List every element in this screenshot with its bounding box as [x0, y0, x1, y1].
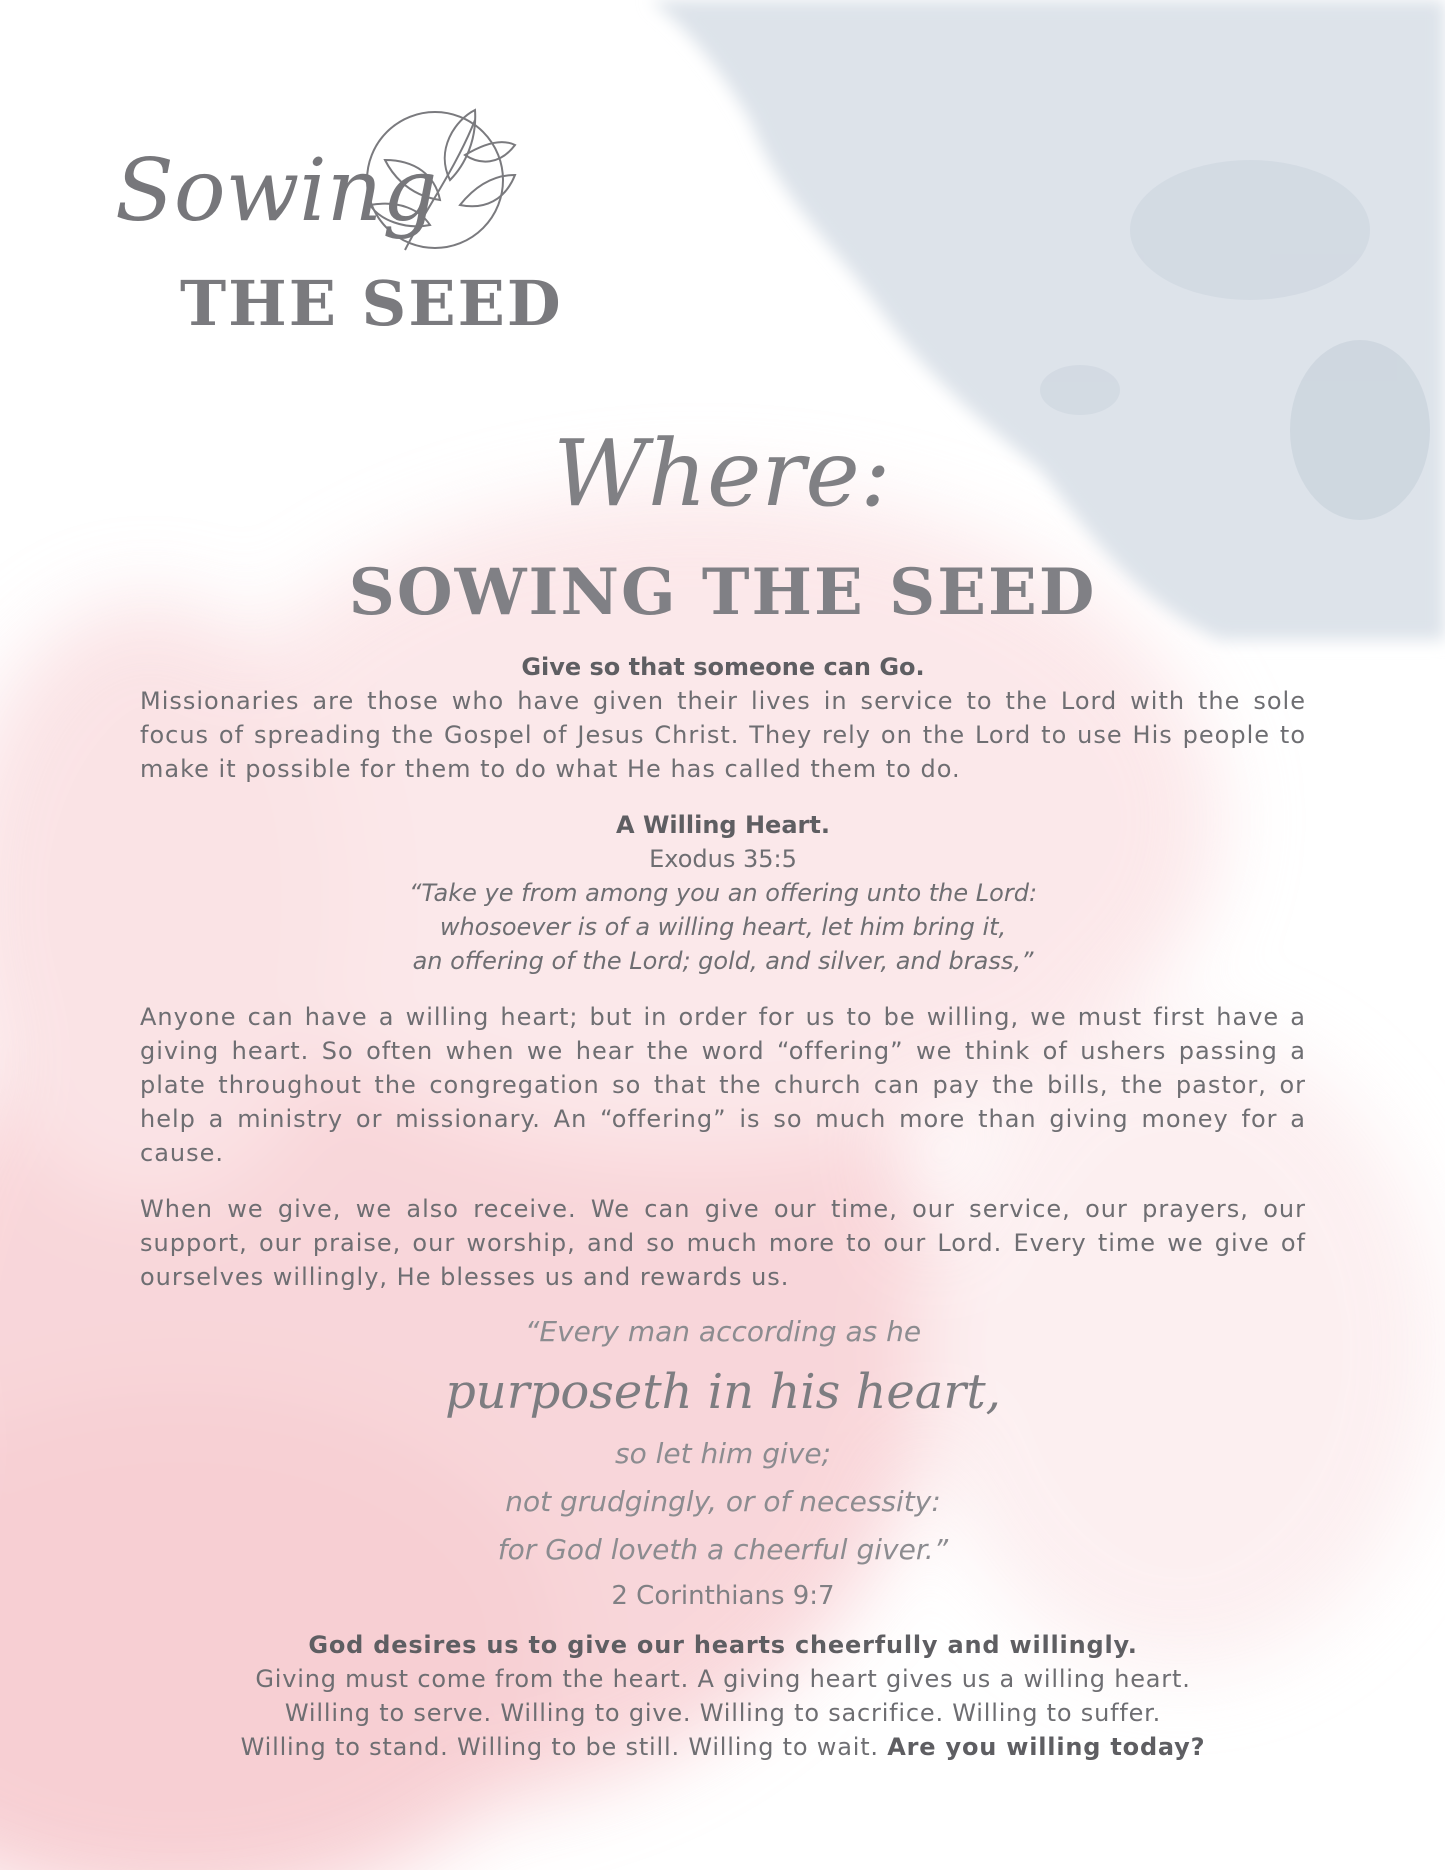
closing-section	[140, 1628, 1306, 1764]
logo-script-word: Sowing	[115, 141, 438, 241]
closing-line-3: Willing to stand. Willing to be still. Willing to wait.	[240, 1733, 879, 1761]
page-title: SOWING THE SEED	[348, 555, 1097, 630]
intro-lead: Give so that someone can Go.	[521, 653, 925, 681]
where-script-heading	[0, 395, 1445, 545]
verse-line: whosoever is of a willing heart, let him bring it,	[439, 913, 1007, 941]
quote-reference: 2 Corinthians 9:7	[611, 1581, 835, 1611]
willing-heart-title: A Willing Heart.	[616, 811, 830, 839]
quote-line-4: not grudgingly, or of necessity:	[505, 1485, 941, 1518]
where-script-word: Where:	[553, 420, 891, 527]
logo-caps-words: THE SEED	[180, 267, 563, 335]
intro-paragraph: Missionaries are those who have given their lives in service to the Lord with the sole focus of spreading the Gospel of Jesus Christ. They rely on the Lord to use His people to make it possible for them to do what He has called them to do.	[140, 687, 1306, 783]
closing-line-1: Giving must come from the heart. A giving heart gives us a willing heart.	[255, 1665, 1191, 1693]
closing-lead: God desires us to give our hearts cheerfully and willingly.	[308, 1631, 1138, 1659]
article-body	[140, 650, 1306, 1764]
closing-line-3-wrap	[140, 1730, 1306, 1764]
quote-line-5: for God loveth a cheerful giver.”	[497, 1533, 949, 1566]
quote-script-line	[140, 1356, 1306, 1426]
quote-line-1: “Every man according as he	[524, 1315, 922, 1348]
closing-question: Are you willing today?	[887, 1733, 1206, 1761]
willing-heart-reference: Exodus 35:5	[649, 845, 797, 873]
quote-script-text: purposeth in his heart,	[445, 1364, 1001, 1420]
paragraph-offering: Anyone can have a willing heart; but in order for us to be willing, we must first have a giving heart. So often when we hear the word “offering” we think of ushers passing a plate throughout the congregation so that the church can pay the bills, the pastor, or help a ministry or missionary. An “offering” is so much more than giving money for a cause.	[140, 1003, 1306, 1167]
sowing-the-seed-logo	[105, 100, 605, 335]
closing-line-2: Willing to serve. Willing to give. Willing to sacrifice. Willing to suffer.	[284, 1699, 1162, 1727]
paragraph-receive: When we give, we also receive. We can give our time, our service, our prayers, our support, our praise, our worship, and so much more to our Lord. Every time we give of ourselves willingly, He blesses us and rewards us.	[140, 1195, 1306, 1291]
verse-line: “Take ye from among you an offering unto the Lord:	[408, 879, 1038, 907]
quote-line-3: so let him give;	[615, 1437, 831, 1470]
verse-line: an offering of the Lord; gold, and silver, and brass,”	[412, 947, 1034, 975]
